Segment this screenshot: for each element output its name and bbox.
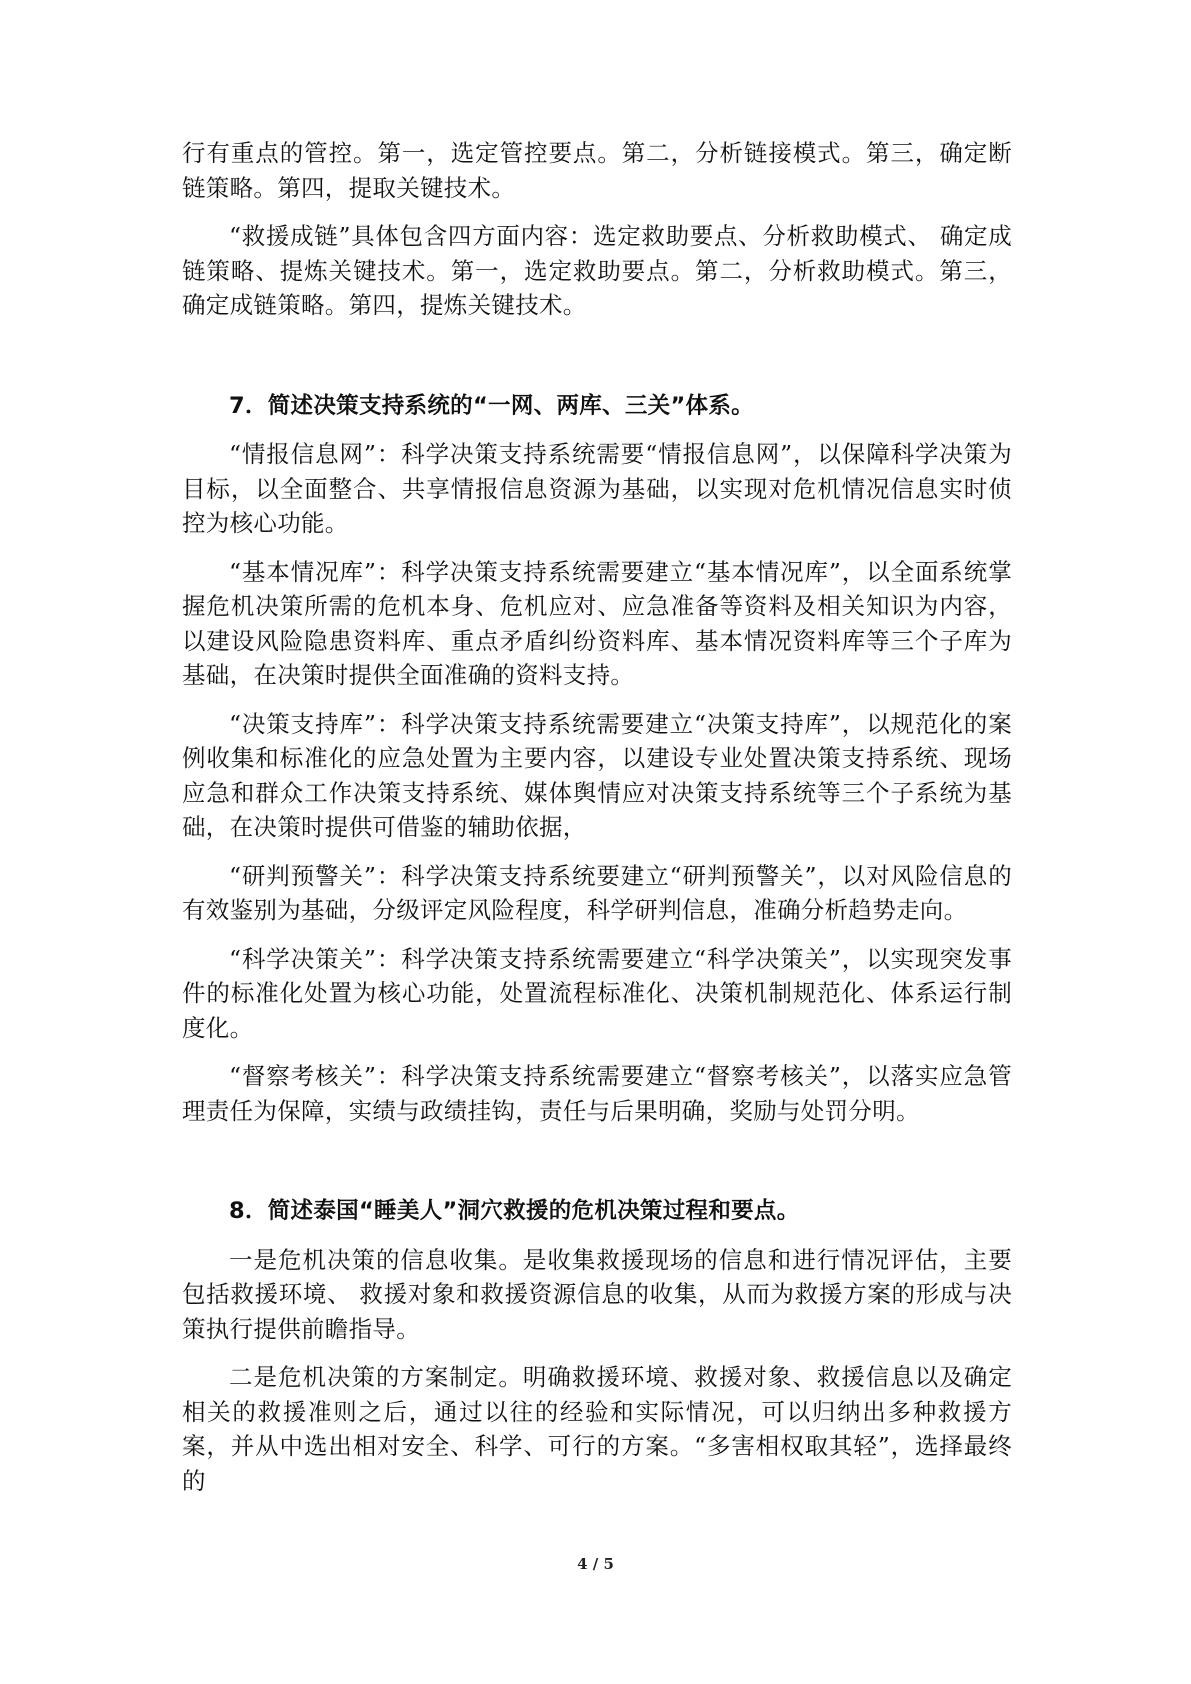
paragraph-scientific-decision-gate: “科学决策关”：科学决策支持系统需要建立“科学决策关”，以实现突发事件的标准化处置为核心功能，处置流程标准化、决策机制规范化、体系运行制度化。 (182, 944, 1012, 1042)
paragraph-intelligence-network: “情报信息网”：科学决策支持系统需要“情报信息网”，以保障科学决策为目标，以全面整合、共享情报信息资源为基础，以实现对危机情况信息实时侦控为核心功能。 (182, 440, 1012, 537)
paragraph-supervision-gate: “督察考核关”：科学决策支持系统需要建立“督察考核关”，以落实应急管理责任为保障，实绩与政绩挂钩，责任与后果明确，奖励与处罚分明。 (182, 1062, 1012, 1125)
paragraph-information-collection: 一是危机决策的信息收集。是收集救援现场的信息和进行情况评估，主要包括救援环境、 救援对象和救援资源信息的收集，从而为救援方案的形成与决策执行提供前瞻指导。 (182, 1245, 1012, 1343)
page-number: 4 / 5 (577, 1555, 614, 1573)
paragraph-basic-situation-library: “基本情况库”：科学决策支持系统需要建立“基本情况库”，以全面系统掌握危机决策所需的危机本身、危机应对、应急准备等资料及相关知识为内容，以建设风险隐患资料库、重点矛盾纠纷资料库、基本情况资料库等三个子库为基础，在决策时提供全面准确的资料支持。 (182, 557, 1012, 689)
question-heading-8: 8．简述泰国“睡美人”洞穴救援的危机决策过程和要点。 (229, 1198, 800, 1224)
paragraph-rescue-chain: “救援成链”具体包含四方面内容：选定救助要点、分析救助模式、 确定成链策略、提炼关键技术。第一，选定救助要点。第二，分析救助模式。第三，确定成链策略。第四，提炼关键技术。 (182, 222, 1012, 319)
page-body (182, 136, 1012, 1498)
paragraph-continuation: 行有重点的管控。第一，选定管控要点。第二，分析链接模式。第三，确定断链策略。第四，提取关键技术。 (182, 139, 1012, 202)
paragraph-decision-support-library: “决策支持库”：科学决策支持系统需要建立“决策支持库”，以规范化的案例收集和标准化的应急处置为主要内容，以建设专业处置决策支持系统、现场应急和群众工作决策支持系统、媒体舆情应对决策支持系统等三个子系统为基础，在决策时提供可借鉴的辅助依据， (182, 709, 1012, 841)
paragraph-research-warning-gate: “研判预警关”：科学决策支持系统要建立“研判预警关”，以对风险信息的有效鉴别为基础，分级评定风险程度，科学研判信息，准确分析趋势走向。 (182, 861, 1012, 924)
question-heading-7: 7．简述决策支持系统的“一网、两库、三关”体系。 (229, 392, 754, 419)
paragraph-plan-formulation: 二是危机决策的方案制定。明确救援环境、救援对象、救援信息以及确定相关的救援准则之后，通过以往的经验和实际情况，可以归纳出多种救援方案，并从中选出相对安全、科学、可行的方案。“多害相权取其轻”，选择最终的 (182, 1363, 1012, 1495)
